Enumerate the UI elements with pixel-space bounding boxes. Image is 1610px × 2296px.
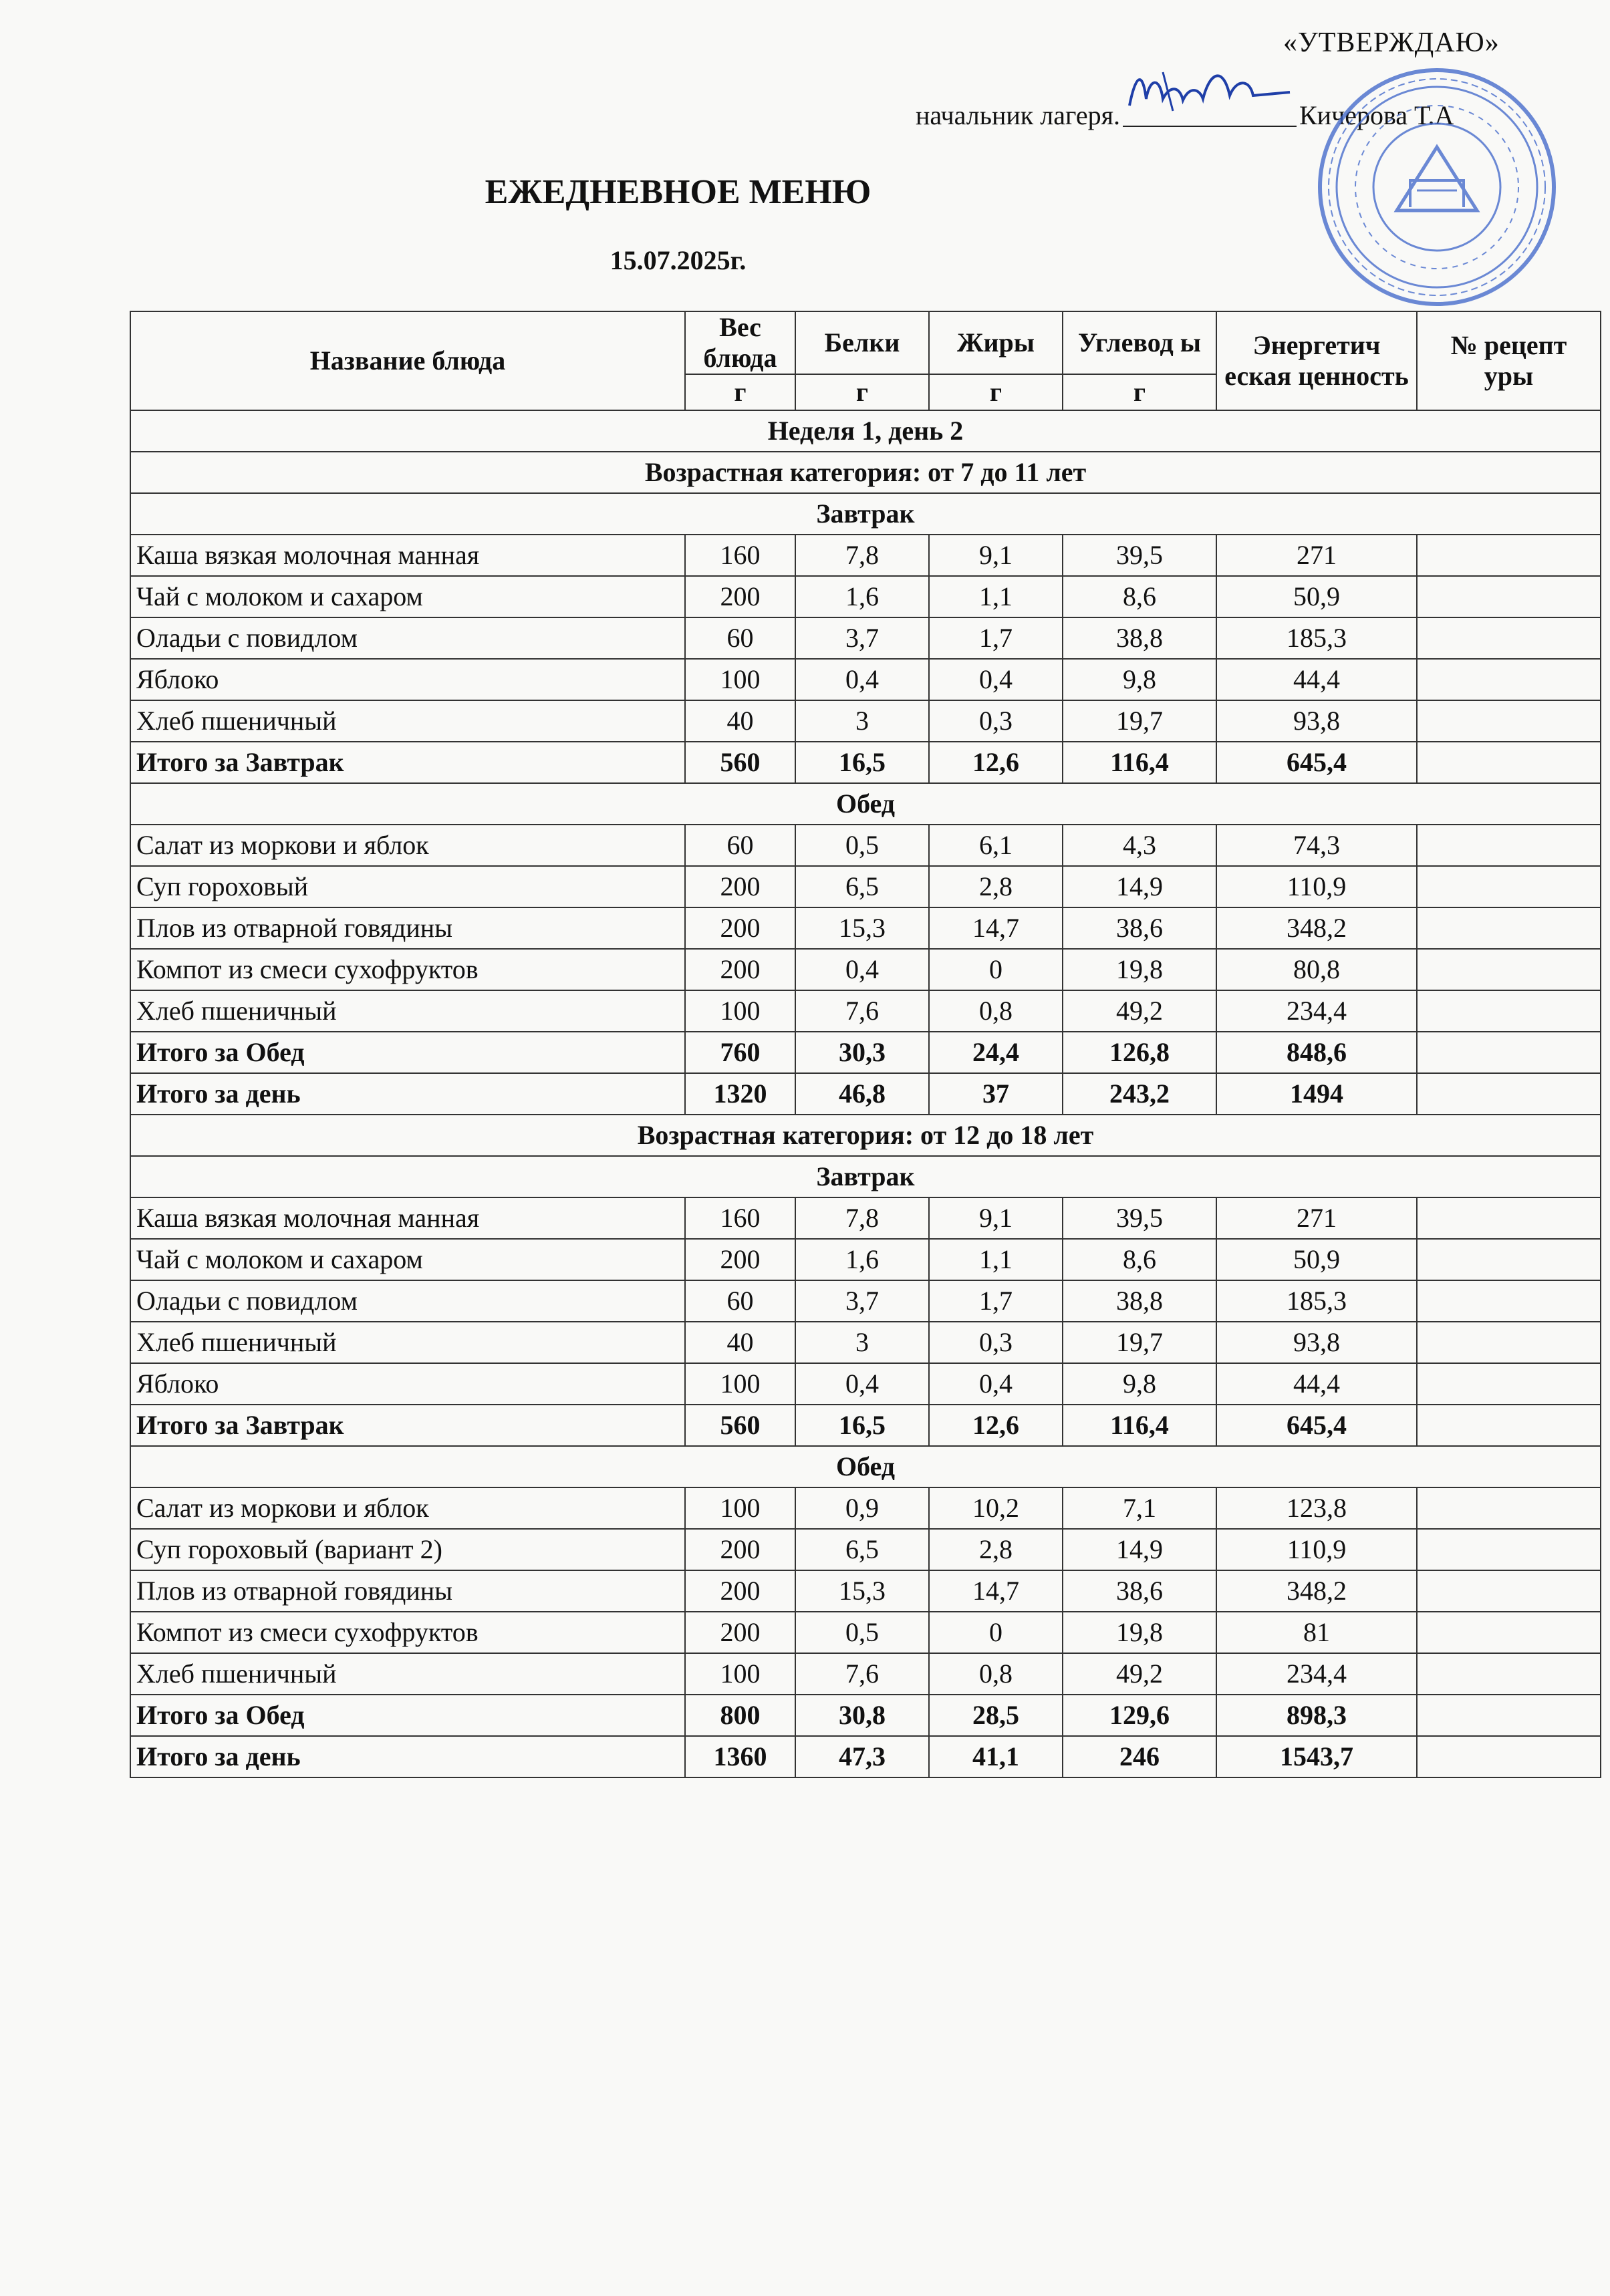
table-header [130,311,1601,410]
meal-title-row-label: Завтрак [130,1156,1601,1197]
cell-fat: 12,6 [929,742,1063,783]
cell-carbs: 8,6 [1063,1239,1216,1280]
cell-recipe [1417,535,1601,576]
cell-protein: 7,8 [795,535,929,576]
cell-weight: 100 [685,990,795,1032]
cell-fat: 28,5 [929,1695,1063,1736]
cell-fat: 10,2 [929,1487,1063,1529]
table-row [130,1322,1601,1363]
cell-weight: 60 [685,617,795,659]
cell-energy: 348,2 [1216,1570,1417,1612]
cell-carbs: 14,9 [1063,1529,1216,1570]
cell-fat: 1,7 [929,1280,1063,1322]
cell-carbs: 9,8 [1063,659,1216,700]
cell-protein: 46,8 [795,1073,929,1115]
cell-energy: 898,3 [1216,1695,1417,1736]
table-row [130,617,1601,659]
cell-energy: 234,4 [1216,1653,1417,1695]
cell-energy: 645,4 [1216,742,1417,783]
cell-weight: 60 [685,825,795,866]
cell-name: Итого за Завтрак [130,1405,685,1446]
cell-protein: 7,6 [795,990,929,1032]
cell-weight: 1320 [685,1073,795,1115]
cell-recipe [1417,907,1601,949]
table-row [130,1280,1601,1322]
cell-weight: 200 [685,949,795,990]
cell-weight: 800 [685,1695,795,1736]
cell-energy: 50,9 [1216,1239,1417,1280]
cell-protein: 3,7 [795,617,929,659]
cell-protein: 0,4 [795,949,929,990]
cell-recipe [1417,1322,1601,1363]
header-name: Название блюда [130,311,685,410]
cell-energy: 271 [1216,1197,1417,1239]
cell-protein: 1,6 [795,576,929,617]
cell-name: Чай с молоком и сахаром [130,1239,685,1280]
cell-protein: 30,8 [795,1695,929,1736]
cell-recipe [1417,1570,1601,1612]
cell-carbs: 38,8 [1063,617,1216,659]
cell-name: Компот из смеси сухофруктов [130,949,685,990]
day-total-row [130,1736,1601,1777]
cell-protein: 0,5 [795,825,929,866]
cell-energy: 74,3 [1216,825,1417,866]
meal-total-row [130,1032,1601,1073]
cell-name: Плов из отварной говядины [130,907,685,949]
meal-total-row [130,1695,1601,1736]
cell-name: Чай с молоком и сахаром [130,576,685,617]
cell-fat: 14,7 [929,907,1063,949]
cell-carbs: 7,1 [1063,1487,1216,1529]
cell-carbs: 246 [1063,1736,1216,1777]
cell-weight: 200 [685,866,795,907]
meal-title-row [130,1156,1601,1197]
cell-protein: 30,3 [795,1032,929,1073]
table-row [130,1197,1601,1239]
meal-total-row [130,742,1601,783]
cell-energy: 185,3 [1216,1280,1417,1322]
cell-energy: 110,9 [1216,866,1417,907]
cell-name: Суп гороховый (вариант 2) [130,1529,685,1570]
cell-weight: 560 [685,742,795,783]
cell-energy: 80,8 [1216,949,1417,990]
cell-energy: 93,8 [1216,1322,1417,1363]
cell-fat: 14,7 [929,1570,1063,1612]
cell-weight: 200 [685,576,795,617]
cell-name: Итого за Обед [130,1032,685,1073]
cell-energy: 123,8 [1216,1487,1417,1529]
cell-energy: 645,4 [1216,1405,1417,1446]
cell-protein: 7,6 [795,1653,929,1695]
meal-title-row [130,493,1601,535]
table-row [130,535,1601,576]
cell-name: Итого за день [130,1073,685,1115]
unit-fat: г [929,374,1063,410]
cell-carbs: 39,5 [1063,1197,1216,1239]
cell-protein: 3 [795,1322,929,1363]
cell-name: Суп гороховый [130,866,685,907]
cell-name: Компот из смеси сухофруктов [130,1612,685,1653]
table-row [130,825,1601,866]
cell-recipe [1417,949,1601,990]
cell-weight: 100 [685,1363,795,1405]
cell-name: Каша вязкая молочная манная [130,1197,685,1239]
table-row [130,1570,1601,1612]
cell-protein: 6,5 [795,866,929,907]
cell-fat: 12,6 [929,1405,1063,1446]
cell-carbs: 14,9 [1063,866,1216,907]
cell-name: Салат из моркови и яблок [130,825,685,866]
cell-carbs: 39,5 [1063,535,1216,576]
cell-protein: 3,7 [795,1280,929,1322]
cell-recipe [1417,1239,1601,1280]
cell-recipe [1417,990,1601,1032]
cell-carbs: 19,8 [1063,949,1216,990]
cell-recipe [1417,1032,1601,1073]
age-category-row [130,1115,1601,1156]
cell-weight: 100 [685,1487,795,1529]
approver-position: начальник лагеря. [916,100,1120,130]
cell-weight: 40 [685,1322,795,1363]
table-row [130,576,1601,617]
cell-energy: 110,9 [1216,1529,1417,1570]
cell-energy: 234,4 [1216,990,1417,1032]
cell-weight: 1360 [685,1736,795,1777]
cell-weight: 200 [685,1612,795,1653]
cell-name: Оладьи с повидлом [130,617,685,659]
cell-fat: 24,4 [929,1032,1063,1073]
cell-energy: 1494 [1216,1073,1417,1115]
cell-name: Итого за день [130,1736,685,1777]
cell-name: Каша вязкая молочная манная [130,535,685,576]
cell-protein: 15,3 [795,1570,929,1612]
table-row [130,1363,1601,1405]
cell-energy: 44,4 [1216,659,1417,700]
cell-weight: 100 [685,659,795,700]
cell-recipe [1417,576,1601,617]
cell-energy: 44,4 [1216,1363,1417,1405]
week-day-row: Неделя 1, день 2 [130,410,1601,452]
cell-protein: 7,8 [795,1197,929,1239]
cell-fat: 1,1 [929,1239,1063,1280]
meal-title-row [130,1446,1601,1487]
cell-fat: 0 [929,1612,1063,1653]
header-energy: Энергетич еская ценность [1216,311,1417,410]
cell-fat: 9,1 [929,1197,1063,1239]
table-row [130,1487,1601,1529]
table-row [130,1529,1601,1570]
table-row [130,907,1601,949]
cell-recipe [1417,617,1601,659]
header-fat: Жиры [929,311,1063,374]
cell-protein: 1,6 [795,1239,929,1280]
meal-total-row [130,1405,1601,1446]
cell-recipe [1417,1529,1601,1570]
table-row [130,1653,1601,1695]
table-row [130,866,1601,907]
unit-protein: г [795,374,929,410]
cell-name: Яблоко [130,1363,685,1405]
cell-fat: 37 [929,1073,1063,1115]
meal-title-row-label: Обед [130,783,1601,825]
table-row [130,700,1601,742]
table-row [130,1239,1601,1280]
cell-weight: 200 [685,1239,795,1280]
cell-fat: 9,1 [929,535,1063,576]
cell-energy: 1543,7 [1216,1736,1417,1777]
cell-carbs: 126,8 [1063,1032,1216,1073]
cell-name: Оладьи с повидлом [130,1280,685,1322]
cell-weight: 100 [685,1653,795,1695]
cell-recipe [1417,659,1601,700]
cell-fat: 0 [929,949,1063,990]
approver-name: Кичерова Т.А [1299,100,1454,130]
cell-weight: 60 [685,1280,795,1322]
cell-carbs: 4,3 [1063,825,1216,866]
header-carbs: Углевод ы [1063,311,1216,374]
cell-recipe [1417,742,1601,783]
cell-carbs: 243,2 [1063,1073,1216,1115]
cell-name: Итого за Завтрак [130,742,685,783]
meal-title-row-label: Обед [130,1446,1601,1487]
cell-weight: 200 [685,1570,795,1612]
cell-carbs: 19,8 [1063,1612,1216,1653]
age-category-row-label: Возрастная категория: от 7 до 11 лет [130,452,1601,493]
cell-recipe [1417,1612,1601,1653]
signature [1123,86,1297,127]
cell-fat: 0,3 [929,1322,1063,1363]
cell-energy: 185,3 [1216,617,1417,659]
cell-protein: 0,9 [795,1487,929,1529]
cell-carbs: 116,4 [1063,1405,1216,1446]
cell-name: Итого за Обед [130,1695,685,1736]
cell-energy: 848,6 [1216,1032,1417,1073]
cell-carbs: 38,6 [1063,907,1216,949]
cell-fat: 2,8 [929,866,1063,907]
cell-fat: 6,1 [929,825,1063,866]
cell-protein: 6,5 [795,1529,929,1570]
cell-name: Салат из моркови и яблок [130,1487,685,1529]
cell-protein: 16,5 [795,1405,929,1446]
table-row [130,949,1601,990]
cell-protein: 16,5 [795,742,929,783]
cell-name: Хлеб пшеничный [130,990,685,1032]
cell-name: Хлеб пшеничный [130,1322,685,1363]
header-recipe: № рецепт уры [1417,311,1601,410]
cell-carbs: 8,6 [1063,576,1216,617]
cell-protein: 47,3 [795,1736,929,1777]
cell-weight: 160 [685,1197,795,1239]
cell-weight: 760 [685,1032,795,1073]
cell-energy: 93,8 [1216,700,1417,742]
cell-recipe [1417,1280,1601,1322]
cell-name: Яблоко [130,659,685,700]
cell-recipe [1417,1695,1601,1736]
cell-fat: 0,4 [929,659,1063,700]
cell-fat: 2,8 [929,1529,1063,1570]
meal-title-row [130,783,1601,825]
header-weight: Вес блюда [685,311,795,374]
table-row [130,990,1601,1032]
cell-protein: 0,4 [795,659,929,700]
age-category-row-label: Возрастная категория: от 12 до 18 лет [130,1115,1601,1156]
cell-fat: 0,8 [929,1653,1063,1695]
cell-recipe [1417,700,1601,742]
cell-recipe [1417,1736,1601,1777]
cell-recipe [1417,1073,1601,1115]
cell-recipe [1417,825,1601,866]
cell-protein: 0,5 [795,1612,929,1653]
cell-weight: 560 [685,1405,795,1446]
cell-energy: 81 [1216,1612,1417,1653]
cell-fat: 0,8 [929,990,1063,1032]
table-row [130,659,1601,700]
cell-recipe [1417,1197,1601,1239]
menu-table [130,311,1601,1778]
cell-recipe [1417,1405,1601,1446]
cell-weight: 160 [685,535,795,576]
menu-date: 15.07.2025г. [610,245,747,275]
unit-weight: г [685,374,795,410]
cell-recipe [1417,1363,1601,1405]
cell-carbs: 38,6 [1063,1570,1216,1612]
cell-name: Хлеб пшеничный [130,700,685,742]
cell-carbs: 49,2 [1063,1653,1216,1695]
age-category-row [130,452,1601,493]
cell-name: Плов из отварной говядины [130,1570,685,1612]
cell-energy: 271 [1216,535,1417,576]
cell-protein: 0,4 [795,1363,929,1405]
cell-weight: 200 [685,1529,795,1570]
cell-carbs: 9,8 [1063,1363,1216,1405]
cell-protein: 15,3 [795,907,929,949]
cell-energy: 348,2 [1216,907,1417,949]
page-title: ЕЖЕДНЕВНОЕ МЕНЮ [485,173,871,211]
cell-name: Хлеб пшеничный [130,1653,685,1695]
cell-recipe [1417,1487,1601,1529]
approval-heading: «УТВЕРЖДАЮ» [1283,27,1500,58]
cell-weight: 40 [685,700,795,742]
cell-recipe [1417,866,1601,907]
cell-recipe [1417,1653,1601,1695]
cell-weight: 200 [685,907,795,949]
header-protein: Белки [795,311,929,374]
cell-energy: 50,9 [1216,576,1417,617]
cell-fat: 1,7 [929,617,1063,659]
cell-carbs: 129,6 [1063,1695,1216,1736]
unit-carbs: г [1063,374,1216,410]
cell-fat: 0,3 [929,700,1063,742]
cell-carbs: 19,7 [1063,700,1216,742]
cell-carbs: 19,7 [1063,1322,1216,1363]
cell-fat: 41,1 [929,1736,1063,1777]
cell-carbs: 38,8 [1063,1280,1216,1322]
cell-fat: 1,1 [929,576,1063,617]
meal-title-row-label: Завтрак [130,493,1601,535]
table-row [130,1612,1601,1653]
cell-fat: 0,4 [929,1363,1063,1405]
cell-carbs: 49,2 [1063,990,1216,1032]
cell-protein: 3 [795,700,929,742]
cell-carbs: 116,4 [1063,742,1216,783]
table-body [130,410,1601,1777]
day-total-row [130,1073,1601,1115]
